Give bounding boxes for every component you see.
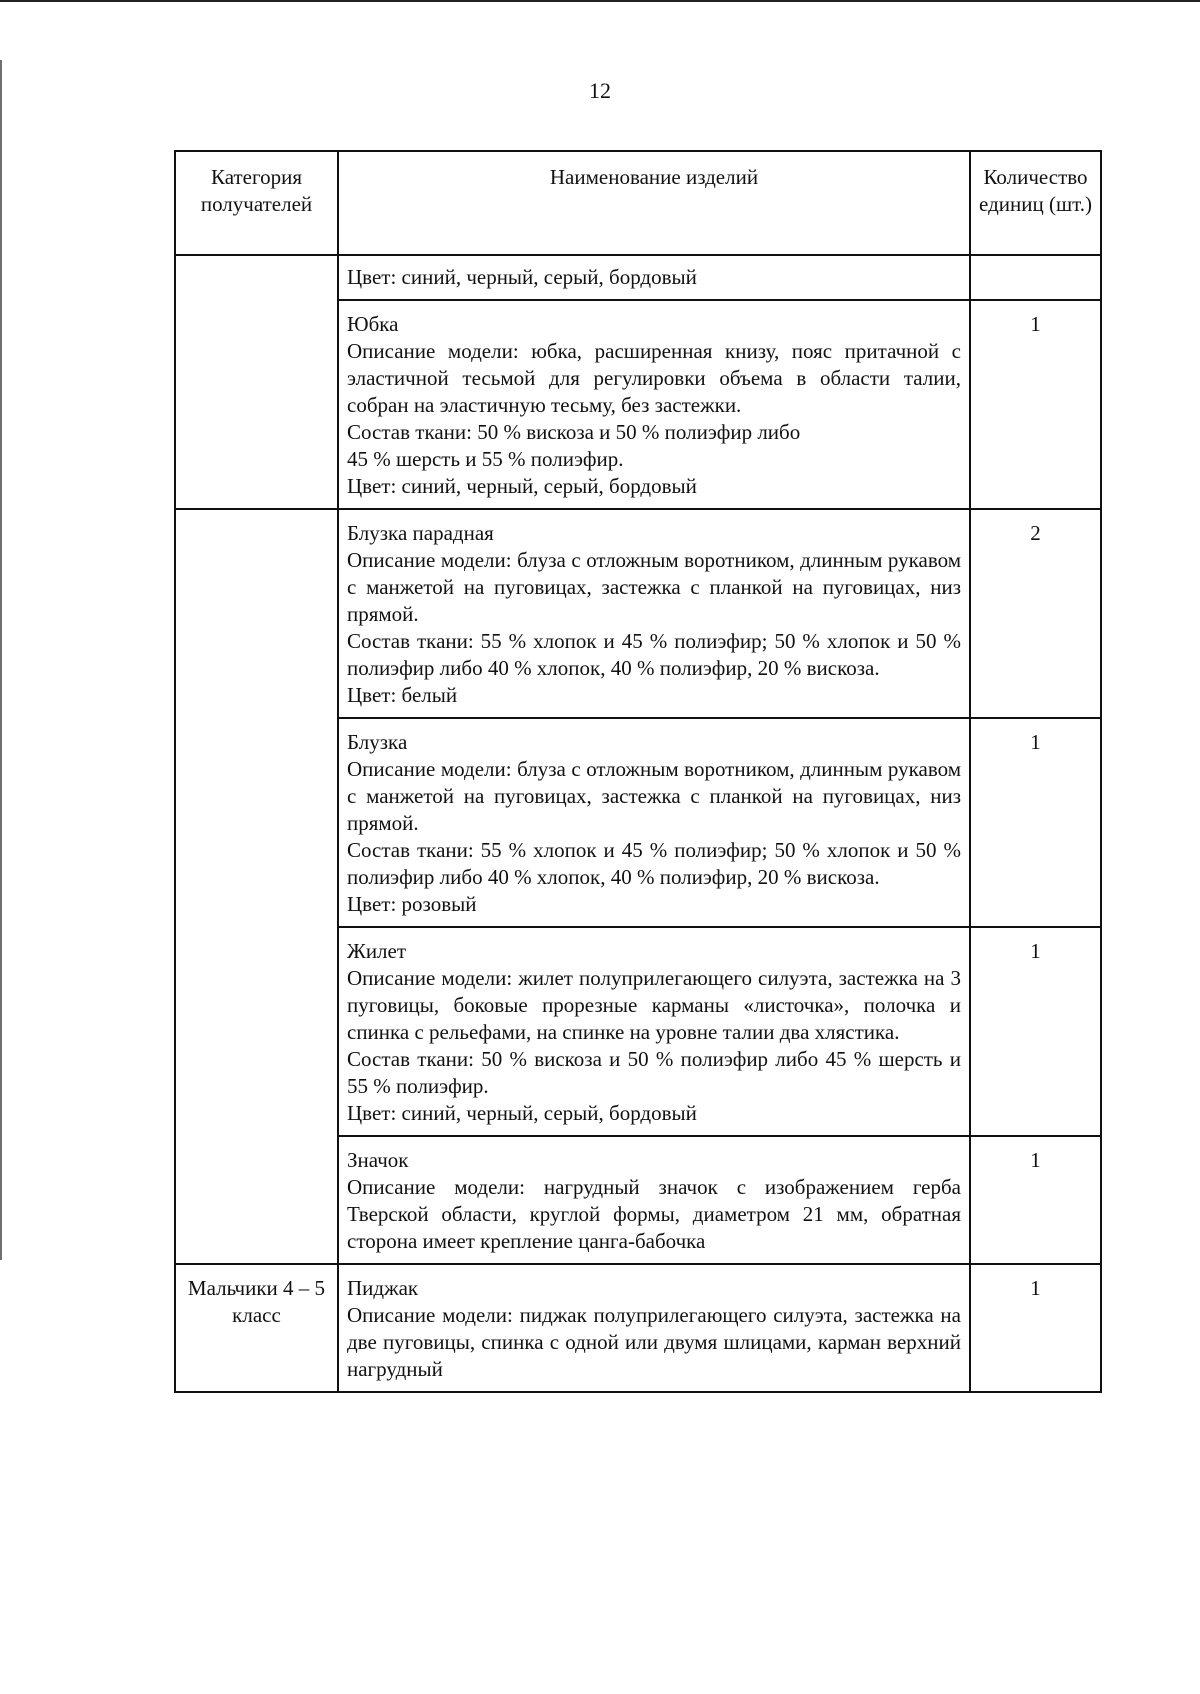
description-line: Описание модели: нагрудный значок с изображением герба Тверской области, круглой формы, диаметром 21 мм, обратная сторона имеет крепление цанга-бабочка	[347, 1175, 961, 1253]
quantity-cell: 1	[970, 927, 1101, 1136]
description-line: Цвет: синий, черный, серый, бордовый	[347, 265, 697, 289]
quantity-cell	[970, 255, 1101, 300]
description-line: Цвет: розовый	[347, 892, 477, 916]
description-cell	[338, 718, 970, 927]
quantity-cell: 1	[970, 1264, 1101, 1392]
description-line: Состав ткани: 55 % хлопок и 45 % полиэфир; 50 % хлопок и 50 % полиэфир либо 40 % хлопок, 40 % полиэфир, 20 % вискоза.	[347, 838, 961, 889]
header-name: Наименование изделий	[338, 151, 970, 255]
description-line: Состав ткани: 55 % хлопок и 45 % полиэфир; 50 % хлопок и 50 % полиэфир либо 40 % хлопок, 40 % полиэфир, 20 % вискоза.	[347, 629, 961, 680]
header-category: Категория получателей	[175, 151, 338, 255]
category-cell: Мальчики 4 – 5 класс	[175, 1264, 338, 1392]
description-cell	[338, 1136, 970, 1264]
description-cell	[338, 300, 970, 509]
scan-edge-top	[0, 0, 1200, 2]
quantity-cell: 2	[970, 509, 1101, 718]
description-line: 45 % шерсть и 55 % полиэфир.	[347, 447, 624, 471]
scan-edge-left	[0, 60, 2, 1260]
category-cell	[175, 255, 338, 509]
description-line: Описание модели: блуза с отложным воротником, длинным рукавом с манжетой на пуговицах, застежка с планкой на пуговицах, низ прямой.	[347, 757, 961, 835]
page-number: 12	[589, 78, 611, 103]
quantity-cell: 1	[970, 1136, 1101, 1264]
description-line: Цвет: синий, черный, серый, бордовый	[347, 1101, 697, 1125]
table-row	[175, 509, 1101, 718]
header-quantity: Количество единиц (шт.)	[970, 151, 1101, 255]
description-cell	[338, 509, 970, 718]
description-line: Цвет: белый	[347, 683, 458, 707]
description-line: Описание модели: блуза с отложным воротником, длинным рукавом с манжетой на пуговицах, застежка с планкой на пуговицах, низ прямой.	[347, 548, 961, 626]
description-line: Состав ткани: 50 % вискоза и 50 % полиэфир либо	[347, 420, 801, 444]
item-title: Значок	[347, 1148, 409, 1172]
description-line: Цвет: синий, черный, серый, бордовый	[347, 474, 697, 498]
products-table	[174, 150, 1102, 1393]
description-cell	[338, 255, 970, 300]
quantity-cell: 1	[970, 300, 1101, 509]
description-cell	[338, 927, 970, 1136]
quantity-cell: 1	[970, 718, 1101, 927]
item-title: Юбка	[347, 312, 399, 336]
category-cell	[175, 509, 338, 1264]
description-line: Описание модели: пиджак полуприлегающего силуэта, застежка на две пуговицы, спинка с одной или двумя шлицами, карман верхний нагрудный	[347, 1303, 961, 1381]
item-title: Пиджак	[347, 1276, 419, 1300]
item-title: Блузка	[347, 730, 408, 754]
description-line: Состав ткани: 50 % вискоза и 50 % полиэфир либо 45 % шерсть и 55 % полиэфир.	[347, 1047, 961, 1098]
description-cell	[338, 1264, 970, 1392]
item-title: Жилет	[347, 939, 407, 963]
table-header-row	[175, 151, 1101, 255]
table-row	[175, 255, 1101, 300]
description-line: Описание модели: жилет полуприлегающего силуэта, застежка на 3 пуговицы, боковые прорезные карманы «листочка», полочка и спинка с рельефами, на спинке на уровне талии два хлястика.	[347, 966, 961, 1044]
table-row	[175, 1264, 1101, 1392]
item-title: Блузка парадная	[347, 521, 494, 545]
description-line: Описание модели: юбка, расширенная книзу, пояс притачной с эластичной тесьмой для регулировки объема в области талии, собран на эластичную тесьму, без застежки.	[347, 339, 961, 417]
